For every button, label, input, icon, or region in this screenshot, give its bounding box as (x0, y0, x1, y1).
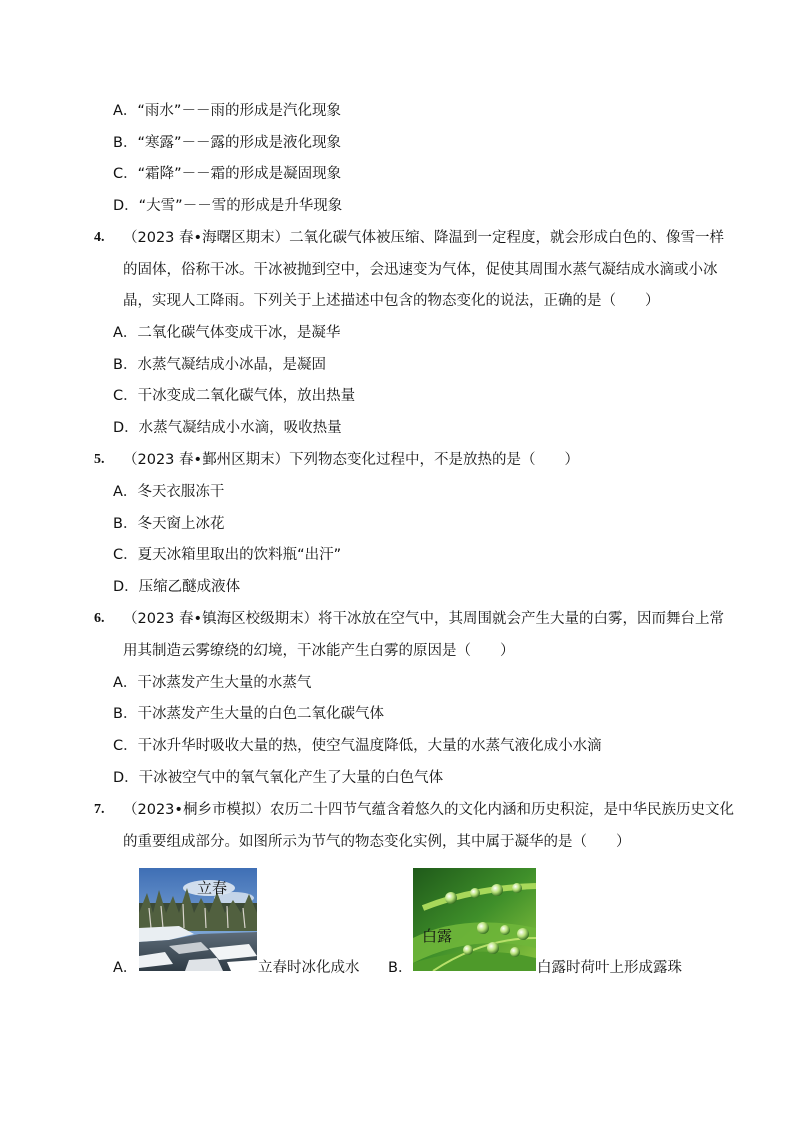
q6-option-d: D．干冰被空气中的氧气氧化产生了大量的白色气体 (113, 770, 444, 786)
q4-option-b: B．水蒸气凝结成小冰晶，是凝固 (113, 357, 326, 373)
q4-text-line-1: （2023 春•海曙区期末）二氧化碳气体被压缩、降温到一定程度，就会形成白色的、像雪一样 (123, 230, 725, 246)
q7-option-a-photo (139, 868, 257, 971)
q5-number: 5. (94, 452, 105, 467)
q5-text-line-1: （2023 春•鄞州区期末）下列物态变化过程中，不是放热的是（ ） (123, 452, 580, 468)
q7-option-a-caption: 立春时冰化成水 (258, 960, 360, 976)
q5-option-a: A．冬天衣服冻干 (113, 484, 225, 500)
q7-text-line-1: （2023•桐乡市模拟）农历二十四节气蕴含着悠久的文化内涵和历史积淀，是中华民族历史文化 (123, 802, 734, 818)
q6-text-line-2: 用其制造云雾缭绕的幻境，干冰能产生白雾的原因是（ ） (123, 643, 515, 659)
q4-number: 4. (94, 230, 105, 245)
q5-option-c: C．夏天冰箱里取出的饮料瓶“出汗” (113, 547, 342, 563)
q7-option-a-photo-label: 立春 (197, 879, 228, 897)
q3-option-b: B．“寒露”－－露的形成是液化现象 (113, 135, 341, 151)
q6-option-a: A．干冰蒸发产生大量的水蒸气 (113, 675, 312, 691)
q7-option-a-letter: A． (113, 960, 138, 976)
leaf-dewdrops-image (413, 868, 536, 971)
q3-option-d: D．“大雪”－－雪的形成是升华现象 (113, 198, 343, 214)
q4-text-line-3: 晶，实现人工降雨。下列关于上述描述中包含的物态变化的说法，正确的是（ ） (123, 293, 660, 309)
q7-option-b-photo-label: 白露 (422, 927, 453, 945)
q6-option-c: C．干冰升华时吸收大量的热，使空气温度降低，大量的水蒸气液化成小水滴 (113, 738, 602, 754)
q3-option-c: C．“霜降”－－霜的形成是凝固现象 (113, 166, 342, 182)
q7-option-b-letter: B． (388, 960, 413, 976)
q7-option-b-photo (413, 868, 536, 971)
q6-text-line-1: （2023 春•镇海区校级期末）将干冰放在空气中，其周围就会产生大量的白雾，因而舞台上常 (123, 611, 725, 627)
q3-option-a: A．“雨水”－－雨的形成是汽化现象 (113, 103, 341, 119)
q5-option-d: D．压缩乙醚成液体 (113, 579, 241, 595)
q4-text-line-2: 的固体，俗称干冰。干冰被抛到空中，会迅速变为气体，促使其周围水蒸气凝结成水滴或小冰 (123, 262, 718, 278)
q6-option-b: B．干冰蒸发产生大量的白色二氧化碳气体 (113, 706, 384, 722)
q4-option-a: A．二氧化碳气体变成干冰，是凝华 (113, 325, 341, 341)
q4-option-c: C．干冰变成二氧化碳气体，放出热量 (113, 388, 356, 404)
q5-option-b: B．冬天窗上冰花 (113, 516, 225, 532)
q7-text-line-2: 的重要组成部分。如图所示为节气的物态变化实例，其中属于凝华的是（ ） (123, 834, 631, 850)
q6-number: 6. (94, 611, 105, 626)
q7-option-b-caption: 白露时荷叶上形成露珠 (537, 960, 682, 976)
q7-number: 7. (94, 802, 105, 817)
q4-option-d: D．水蒸气凝结成小水滴，吸收热量 (113, 420, 342, 436)
